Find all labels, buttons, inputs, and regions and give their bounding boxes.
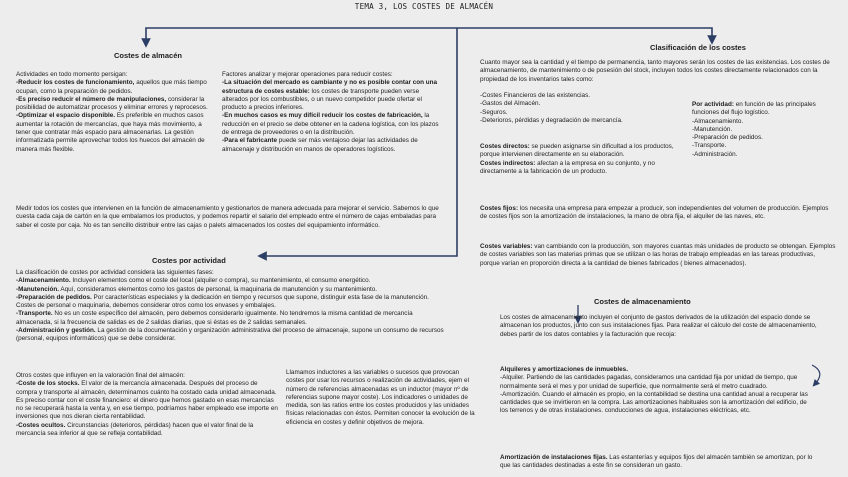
list-item: -Almacenamiento. xyxy=(692,117,744,125)
list-item: -Costes Financieros de las existencias. xyxy=(480,92,591,99)
list-item: -Manutención. xyxy=(692,125,733,133)
actividad-item: -Preparación de pedidos. Por características especiales y la dedicación en tiempo y recursos que supone, distinguir esta fase de la manutención. Costes de personal o maquinaria, debemos considerar otros como los envases y embalajes. xyxy=(16,293,429,310)
otros-costes xyxy=(16,372,278,438)
directos-block: Costes directos: se pueden asignarse sin dificultad a los productos, porque intervienen directamente en su elaboración. Costes indirectos: afectan a la empresa en su conjunto, y no directamente a la fabricación de un producto. xyxy=(480,143,674,175)
instalaciones-block: Amortización de instalaciones fijas. Las estanterías y equipos fijos del almacén también se amortizan, por lo que las cantidades destinadas a este fin se consideran un gasto. xyxy=(500,454,813,470)
alquileres-block: Alquileres y amortizaciones de inmuebles. -Alquiler. Partiendo de las cantidades pagadas, consideramos una cantidad fija por unidad de tiempo, que normalmente será el mes y por unidad de superficie, que normalmente será el metro cuadrado. -Amortización. Cuando el almacén es propio, en la contabilidad se destina una cantidad anual a recuperar las cantidades que se invirtieron en la compra. Las amortizaciones habituales son la amortización del edificio, de los terrenos y de otras instalaciones. conducciones de agua, instalaciones eléctricas, etc. xyxy=(500,366,816,416)
actividad-item: -Almacenamiento. Incluyen elementos como el coste del local (alquiler o compra), su mantenimiento, el consumo energético. xyxy=(16,277,371,285)
list-item: -Deterioros, pérdidas y degradación de mercancía. xyxy=(480,116,623,124)
variables-block: Costes variables: van cambiando con la producción, son mayores cuantas más unidades de producto se obtengan. Ejemplos de costes variables son las materias primas que se utilizan o las horas de trabajo empleadas en las tareas productivas, porque varían en proporción directa a la cantidad de bienes fabricados ( bienes almacenados). xyxy=(480,243,836,267)
col1-intro: Actividades en todo momento persigan: xyxy=(16,71,128,78)
col2-item: -En muchos casos es muy difícil reducir los costes de fabricación, la reducción en el precio se debe obtener en la cadena logística, con los plazos de entrega de proveedores o en la distribución. xyxy=(222,112,439,137)
col2-intro: Factores analizar y mejorar operaciones para reducir costes: xyxy=(222,71,393,78)
list-item: -Preparación de pedidos. xyxy=(692,134,763,142)
costes-almacenamiento-heading: Costes de almacenamiento xyxy=(594,297,691,306)
costes-almacen-col1 xyxy=(16,71,216,154)
costes-actividad-body xyxy=(16,269,444,344)
actividad-item: -Administración y gestión. La gestión de la documentación y organización administrativa del proceso de almacenaje, supone un consumo de recursos (personal, equipos informáticos) que se debe considerar. xyxy=(16,327,444,343)
otros-item: -Coste de los stocks. El valor de la mercancía almacenada. Después del proceso de compra y transporte al almacén, determinamos cuánto ha costado cada unidad almacenada. Es preciso contar con el coste financiero: el dinero que hemos gastado en esas mercancías no se recuperará hasta la venta y, en ese tiempo, podríamos haber empleado ese importe en inversiones que nos dieran cierta rentabilidad. xyxy=(16,380,278,421)
por-actividad-block: Por actividad: en función de las principales funciones del flujo logístico. -Almacenamiento. -Manutención. -Preparación de pedidos. -Transporte. -Administración. xyxy=(692,101,836,159)
clasificacion-heading: Clasificación de los costes xyxy=(650,43,746,52)
por-actividad-label: Por actividad: xyxy=(692,101,734,108)
list-item: -Gastos del Almacén. xyxy=(480,100,541,108)
alquileres-heading: Alquileres y amortizaciones de inmuebles. xyxy=(500,366,628,373)
list-item: -Transporte. xyxy=(692,142,727,150)
costes-actividad-heading: Costes por actividad xyxy=(152,256,226,265)
list-item: -Seguros. xyxy=(480,108,508,116)
otros-item: -Costes ocultos. Circunstancias (deterioros, pérdidas) hacen que el valor final de la mercancía sea inferior al que se refleja contabilidad. xyxy=(16,421,254,438)
col2-item: -Para el fabricante puede ser más ventajoso dejar las actividades de almacenaje y distribución en manos de operadores logísticos. xyxy=(222,137,418,153)
col2-item: -La situación del mercado es cambiante y no es posible contar con una estructura de costes estable: los costes de transporte pueden verse alterados por los combustibles, o un nuevo competidor puede ofertar el producto a precios inferiores. xyxy=(222,79,438,112)
clasificacion-list xyxy=(480,92,680,125)
col1-item: -Reducir los costes de funcionamiento, aquellos que más tiempo ocupan, como la preparación de pedidos. xyxy=(16,79,207,95)
connector-top-right xyxy=(457,28,712,40)
col1-item: -Optimizar el espacio disponible. Es preferible en muchos casos aumentar la rotación de mercancías, que haya más movimiento, a tener que contratar más espacio para almacenarlas. La gestión informatizada permite aprovechar todos los huecos del almacén de manera más flexible. xyxy=(16,112,205,153)
otros-intro: Otros costes que influyen en la valoración final del almacén: xyxy=(16,372,185,379)
page-title: TEMA 3, LOS COSTES DE ALMACÉN xyxy=(354,2,494,11)
inductores-paragraph: Llamamos inductores a las variables o sucesos que provocan costes por usar los recursos o realización de actividades, ejem el número de referencias almacenadas es un inductor (mayor nº de referencias supone mayor coste). Los indicadores o unidades de medida, son las ratios entre los costes producidos y las unidades físicas relacionadas con éstos. Permiten conocer la evolución de la eficiencia en costes y definir objetivos de mejora. xyxy=(286,369,475,426)
fijos-block: Costes fijos: los necesita una empresa para empezar a producir, son independientes del volumen de producción. Ejemplos de costes fijos son la amortización de instalaciones, la mano de obra fija, el alquiler de las naves, etc. xyxy=(480,205,829,221)
actividad-item: -Manutención. Aquí, consideramos elementos como los gastos de personal, la maquinaria de manutención y su mantenimiento. xyxy=(16,285,378,293)
connector-top-left xyxy=(146,28,457,43)
actividad-intro: La clasificación de costes por actividad considera las siguientes fases: xyxy=(16,269,214,276)
clasificacion-intro: Cuanto mayor sea la cantidad y el tiempo de permanencia, tanto mayores serán los costes de las existencias. Los costes de almacenamiento, de mantenimiento o de posesión del stock, incluyen todos los costes directamente relacionados con la propiedad de los inventarios tales como: xyxy=(480,59,830,83)
actividad-item: -Transporte. No es un coste específico del almacén, pero debemos considerarlo igualmente. No tendremos la misma cantidad de mercancía almacenada, si la frecuencia de salidas es de 2 salidas diarias, que si éstas es de 2 salidas semanales. xyxy=(16,310,413,326)
costes-almacen-heading: Costes de almacén xyxy=(114,51,182,60)
costes-almacenamiento-intro: Los costes de almacenamiento incluyen el conjunto de gastos derivados de la utilización del espacio donde se almacenan los productos, junto con sus instalaciones fijas. Para realizar el cálculo del coste de almacenamiento, debes partir de los datos contables y la facturación que recoja: xyxy=(500,314,817,338)
medir-paragraph: Medir todos los costes que intervienen en la función de almacenamiento y gestionarlos de manera adecuada para mejorar el servicio. Sabemos lo que cuesta cada caja de cartón en la que embalamos los productos, y podemos repartir el salario del empleado entre el número de cajas embaladas para saber el coste por caja. No es tan sencillo distribuir entre las cajas o palets almacenados los costes del equipamiento informático. xyxy=(16,205,439,229)
col1-item: -Es preciso reducir el número de manipulaciones, considerar la posibilidad de automatizar procesos y eliminar errores y reprocesos. xyxy=(16,95,208,112)
list-item: -Administración. xyxy=(692,150,738,158)
costes-almacen-col2 xyxy=(222,71,440,154)
